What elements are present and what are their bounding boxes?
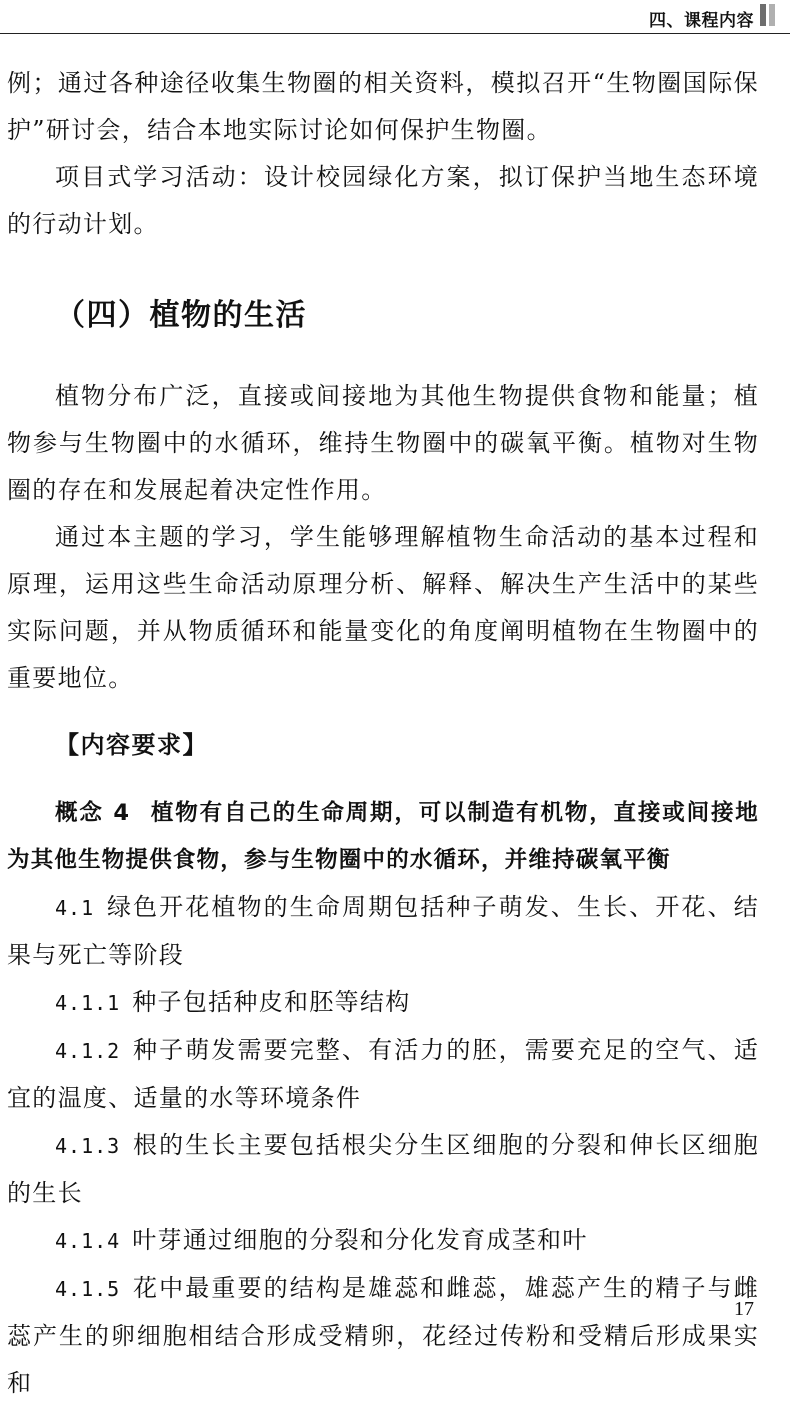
concept-label: 概念 4 bbox=[55, 800, 131, 826]
page-body bbox=[7, 60, 759, 1407]
item-text: 根的生长主要包括根尖分生区细胞的分裂和伸长区细胞的生长 bbox=[7, 1131, 759, 1207]
item-number: 4.1.5 bbox=[55, 1277, 121, 1301]
item-number: 4.1.4 bbox=[55, 1229, 121, 1253]
concept-text: 植物有自己的生命周期，可以制造有机物，直接或间接地为其他生物提供食物，参与生物圈中的水循环，并维持碳氧平衡 bbox=[7, 800, 759, 873]
list-item bbox=[7, 979, 759, 1027]
list-item bbox=[7, 1027, 759, 1122]
page-number: 17 bbox=[734, 1298, 754, 1320]
item-text: 种子萌发需要完整、有活力的胚，需要充足的空气、适宜的温度、适量的水等环境条件 bbox=[7, 1036, 759, 1112]
item-number: 4.1.2 bbox=[55, 1039, 121, 1063]
header-bars-icon bbox=[760, 4, 782, 26]
item-text: 叶芽通过细胞的分裂和分化发育成茎和叶 bbox=[132, 1226, 588, 1254]
list-item bbox=[7, 1265, 759, 1407]
paragraph-project-activity: 项目式学习活动：设计校园绿化方案，拟订保护当地生态环境的行动计划。 bbox=[7, 163, 759, 238]
item-number: 4.1 bbox=[55, 896, 95, 920]
section-title: （四）植物的生活 bbox=[55, 298, 307, 333]
concept-statement bbox=[7, 790, 759, 884]
item-text: 花中最重要的结构是雄蕊和雌蕊，雄蕊产生的精子与雌蕊产生的卵细胞相结合形成受精卵，花经过传粉和受精后形成果实和 bbox=[7, 1274, 759, 1397]
section-intro-paragraph: 通过本主题的学习，学生能够理解植物生命活动的基本过程和原理，运用这些生命活动原理分析、解释、解决生产生活中的某些实际问题，并从物质循环和能量变化的角度阐明植物在生物圈中的重要地位。 bbox=[7, 523, 759, 692]
item-number: 4.1.1 bbox=[55, 991, 121, 1015]
section-intro-paragraph: 植物分布广泛，直接或间接地为其他生物提供食物和能量；植物参与生物圈中的水循环，维持生物圈中的碳氧平衡。植物对生物圈的存在和发展起着决定性作用。 bbox=[7, 382, 759, 504]
paragraph-continued: 例；通过各种途径收集生物圈的相关资料，模拟召开“生物圈国际保护”研讨会，结合本地实际讨论如何保护生物圈。 bbox=[7, 69, 759, 144]
list-item bbox=[7, 1122, 759, 1217]
header-rule bbox=[0, 33, 790, 34]
item-text: 种子包括种皮和胚等结构 bbox=[132, 988, 411, 1016]
list-item bbox=[7, 884, 759, 979]
running-header-title: 四、课程内容 bbox=[649, 11, 754, 31]
item-number: 4.1.3 bbox=[55, 1134, 121, 1158]
item-text: 绿色开花植物的生命周期包括种子萌发、生长、开花、结果与死亡等阶段 bbox=[7, 893, 759, 969]
content-requirements-heading: 【内容要求】 bbox=[55, 731, 208, 759]
running-header bbox=[0, 0, 790, 34]
list-item bbox=[7, 1217, 759, 1265]
